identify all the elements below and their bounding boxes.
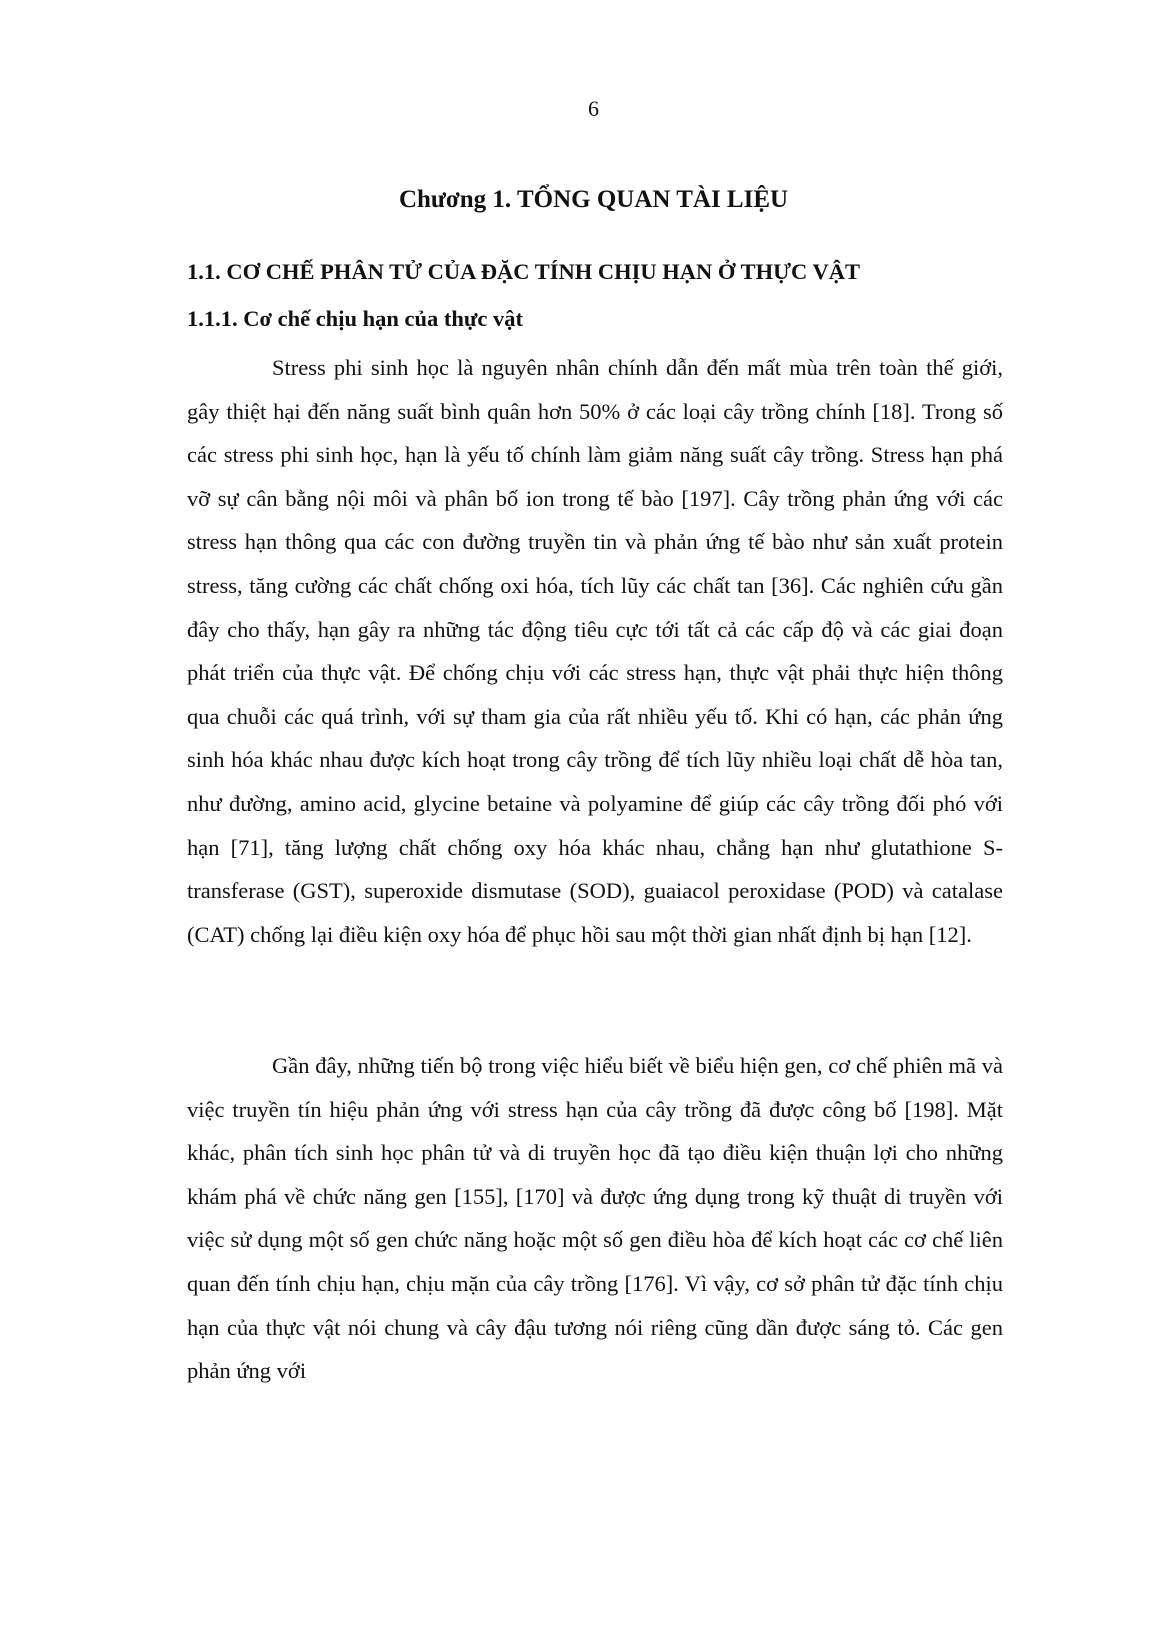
page-number: 6 [588,96,599,121]
chapter-title: Chương 1. TỔNG QUAN TÀI LIỆU [398,186,789,213]
body-paragraph: Gần đây, những tiến bộ trong việc hiểu biết về biểu hiện gen, cơ chế phiên mã và việc truyền tín hiệu phản ứng với stress hạn của cây trồng đã được công bố [198]. Mặt khác, phân tích sinh học phân tử và di truyền học đã tạo điều kiện thuận lợi cho những khám phá về chức năng gen [155], [170] và được ứng dụng trong kỹ thuật di truyền với việc sử dụng một số gen chức năng hoặc một số gen điều hòa để kích hoạt các cơ chế liên quan đến tính chịu hạn, chịu mặn của cây trồng [176]. Vì vậy, cơ sở phân tử đặc tính chịu hạn của thực vật nói chung và cây đậu tương nói riêng cũng dần được sáng tỏ. Các gen phản ứng với [187,1053,1003,1384]
subsection-heading: 1.1.1. Cơ chế chịu hạn của thực vật [187,306,523,331]
section-heading: 1.1. CƠ CHẾ PHÂN TỬ CỦA ĐẶC TÍNH CHỊU HẠN Ở THỰC VẬT [187,259,860,284]
body-paragraph: Stress phi sinh học là nguyên nhân chính dẫn đến mất mùa trên toàn thế giới, gây thiệt hại đến năng suất bình quân hơn 50% ở các loại cây trồng chính [18]. Trong số các stress phi sinh học, hạn là yếu tố chính làm giảm năng suất cây trồng. Stress hạn phá vỡ sự cân bằng nội môi và phân bố ion trong tế bào [197]. Cây trồng phản ứng với các stress hạn thông qua các con đường truyền tin và phản ứng tế bào như sản xuất protein stress, tăng cường các chất chống oxi hóa, tích lũy các chất tan [36]. Các nghiên cứu gần đây cho thấy, hạn gây ra những tác động tiêu cực tới tất cả các cấp độ và các giai đoạn phát triển của thực vật. Để chống chịu với các stress hạn, thực vật phải thực hiện thông qua chuỗi các quá trình, với sự tham gia của rất nhiều yếu tố. Khi có hạn, các phản ứng sinh hóa khác nhau được kích hoạt trong cây trồng để tích lũy nhiều loại chất dễ hòa tan, như đường, amino acid, glycine betaine và polyamine để giúp các cây trồng đối phó với hạn [71], tăng lượng chất chống oxy hóa khác nhau, chẳng hạn như glutathione S-transferase (GST), superoxide dismutase (SOD), guaiacol peroxidase (POD) và catalase (CAT) chống lại điều kiện oxy hóa để phục hồi sau một thời gian nhất định bị hạn [12]. [187,355,1003,947]
